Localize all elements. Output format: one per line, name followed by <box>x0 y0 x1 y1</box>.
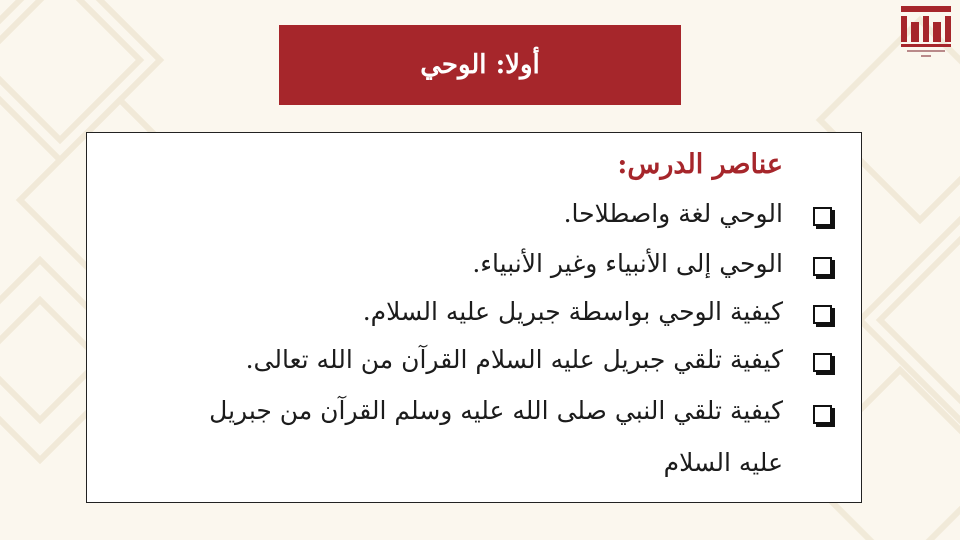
list-item <box>183 199 783 228</box>
checkbox-bullet-icon <box>813 353 832 372</box>
lesson-heading: عناصر الدرس: <box>617 149 783 180</box>
section-title-banner <box>279 25 681 105</box>
checkbox-bullet-icon <box>813 405 832 424</box>
list-item-text: كيفية الوحي بواسطة جبريل عليه السلام. <box>362 297 783 326</box>
section-title: أولا: الوحي <box>420 50 540 80</box>
list-item-text: كيفية تلقي النبي صلى الله عليه وسلم القرآن من جبريل عليه السلام <box>209 396 783 477</box>
brand-logo <box>895 4 957 60</box>
list-item <box>183 385 783 489</box>
list-item <box>183 345 783 374</box>
checkbox-bullet-icon <box>813 207 832 226</box>
list-item <box>183 249 783 278</box>
list-item-text: كيفية تلقي جبريل عليه السلام القرآن من الله تعالى. <box>245 345 783 374</box>
checkbox-bullet-icon <box>813 257 832 276</box>
list-item-text: الوحي لغة واصطلاحا. <box>563 199 783 228</box>
list-item-text: الوحي إلى الأنبياء وغير الأنبياء. <box>472 249 783 278</box>
list-item <box>183 297 783 326</box>
lesson-elements-box <box>86 132 862 503</box>
checkbox-bullet-icon <box>813 305 832 324</box>
